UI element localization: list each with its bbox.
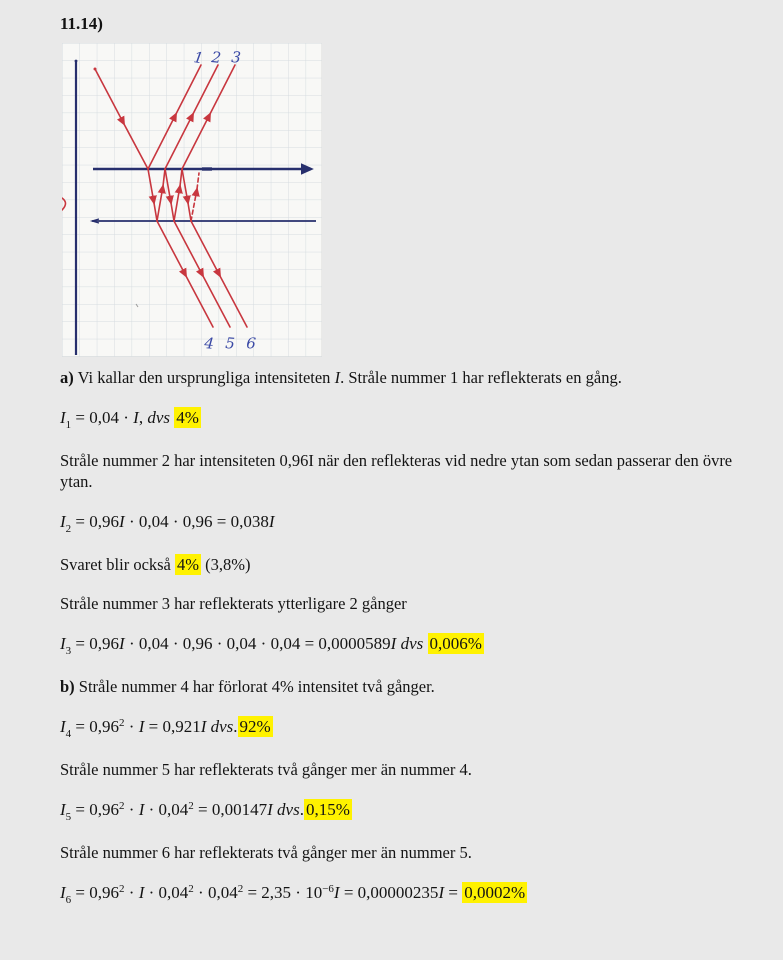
text-segment: I <box>438 883 445 902</box>
text-paragraph <box>60 676 752 697</box>
text-segment: Stråle nummer 5 har reflekterats två gånger mer än nummer 4. <box>60 760 472 779</box>
text-segment: = 0,00000235 <box>339 883 439 902</box>
text-segment: · <box>124 883 139 902</box>
formula-line <box>60 715 752 741</box>
ray-diagram-svg <box>62 43 322 357</box>
text-segment: Stråle nummer 3 har reflekterats ytterligare 2 gånger <box>60 594 407 613</box>
text-segment: = 0,96 <box>71 634 120 653</box>
text-segment: = <box>444 883 463 902</box>
ray-label-3: 3 <box>230 48 242 67</box>
formula-line <box>60 406 752 432</box>
text-segment: 2 <box>119 883 125 895</box>
problem-number: 11.14) <box>60 14 103 33</box>
text-paragraph <box>60 450 752 492</box>
formula-line <box>60 510 752 536</box>
text-segment: Stråle nummer 4 har förlorat 4% intensitet två gånger. <box>74 677 435 696</box>
text-paragraph <box>60 759 752 780</box>
text-segment: 2 <box>65 523 72 535</box>
highlighted-answer: 0,15% <box>305 800 350 819</box>
text-segment: Stråle nummer 6 har reflekterats två gånger mer än nummer 5. <box>60 843 472 862</box>
text-segment: . <box>233 717 238 736</box>
formula-line <box>60 632 752 658</box>
text-segment: = 0,96 <box>71 717 120 736</box>
text-segment: −6 <box>322 883 334 895</box>
text-segment <box>423 634 427 653</box>
text-segment: Svaret blir också <box>60 555 176 574</box>
text-segment: I <box>267 800 273 819</box>
text-segment: · 0,04 · 0,96 · 0,04 · 0,04 = 0,0000589 <box>124 634 391 653</box>
text-segment: , <box>138 408 148 427</box>
text-paragraph <box>60 593 752 614</box>
text-segment: dvs <box>277 800 300 819</box>
text-segment: I <box>334 368 341 387</box>
text-segment: 2 <box>188 883 194 895</box>
text-segment: I <box>133 408 139 427</box>
text-segment: (3,8%) <box>201 555 251 574</box>
text-segment: 2 <box>119 800 125 812</box>
text-segment: = 0,00147 <box>193 800 268 819</box>
text-segment: I <box>390 634 397 653</box>
text-segment: 6 <box>65 894 72 906</box>
text-segment: I <box>138 717 145 736</box>
text-segment: 2 <box>119 717 125 729</box>
text-segment: · 0,04 <box>144 883 189 902</box>
text-segment: I <box>60 800 66 819</box>
text-segment: = 0,96 <box>71 800 120 819</box>
text-segment: I <box>60 512 66 531</box>
text-segment: I <box>268 512 275 531</box>
text-segment: dvs <box>147 408 171 427</box>
margin-line-tip <box>75 60 78 63</box>
text-paragraph <box>60 367 752 388</box>
highlighted-answer: 0,0002% <box>464 883 526 902</box>
text-segment: dvs <box>400 634 424 653</box>
ray-label-1: 1 <box>192 48 205 68</box>
text-segment: . <box>299 800 304 819</box>
text-segment: 5 <box>65 811 72 823</box>
highlighted-answer: 4% <box>176 408 199 427</box>
formula-line <box>60 881 752 907</box>
text-segment: a) <box>60 368 74 387</box>
highlighted-answer: 4% <box>177 555 200 574</box>
text-paragraph <box>60 554 752 575</box>
text-segment: Stråle nummer 2 har intensiteten 0,96I när den reflekteras vid nedre ytan som sedan passerar den övre ytan. <box>60 451 733 491</box>
text-segment: I <box>60 408 66 427</box>
text-segment: I <box>138 800 145 819</box>
text-segment: . Stråle nummer 1 har reflekterats en gång. <box>340 368 622 387</box>
ray-label-2: 2 <box>210 48 222 67</box>
text-segment: 1 <box>65 419 72 431</box>
text-segment: I <box>60 883 66 902</box>
text-segment: = 0,04 · <box>71 408 134 427</box>
text-paragraph <box>60 842 752 863</box>
text-segment: I <box>60 634 66 653</box>
text-segment: I <box>119 634 125 653</box>
text-segment: I <box>138 883 145 902</box>
text-segment: I <box>333 883 340 902</box>
text-segment: · <box>124 717 139 736</box>
text-segment: · 0,04 <box>193 883 238 902</box>
text-segment: b) <box>60 677 75 696</box>
formula-line <box>60 798 752 824</box>
solution-content <box>60 367 752 907</box>
ray-diagram-figure <box>62 43 322 357</box>
text-segment: = 0,96 <box>71 883 120 902</box>
ray-label-5: 5 <box>224 334 236 353</box>
highlighted-answer: 0,006% <box>429 634 482 653</box>
text-segment: = 0,96 <box>71 512 120 531</box>
text-segment: 4 <box>65 728 72 740</box>
text-segment: · 0,04 · 0,96 = 0,038 <box>124 512 269 531</box>
highlighted-answer: 92% <box>239 717 271 736</box>
text-segment: dvs <box>210 717 234 736</box>
text-segment: 3 <box>65 645 72 657</box>
text-segment: Vi kallar den ursprungliga intensiteten <box>73 368 335 387</box>
text-segment: · 0,04 <box>144 800 189 819</box>
text-segment: · <box>124 800 139 819</box>
text-segment: = 2,35 · 10 <box>243 883 323 902</box>
text-segment: 2 <box>237 883 244 895</box>
text-segment: I <box>60 717 66 736</box>
text-segment: I <box>119 512 125 531</box>
text-segment: I <box>200 717 207 736</box>
ray-label-4: 4 <box>203 334 215 353</box>
text-segment: = 0,921 <box>144 717 201 736</box>
graph-paper-grid <box>62 43 322 357</box>
ray-label-6: 6 <box>245 334 257 353</box>
text-segment: 2 <box>188 800 194 812</box>
